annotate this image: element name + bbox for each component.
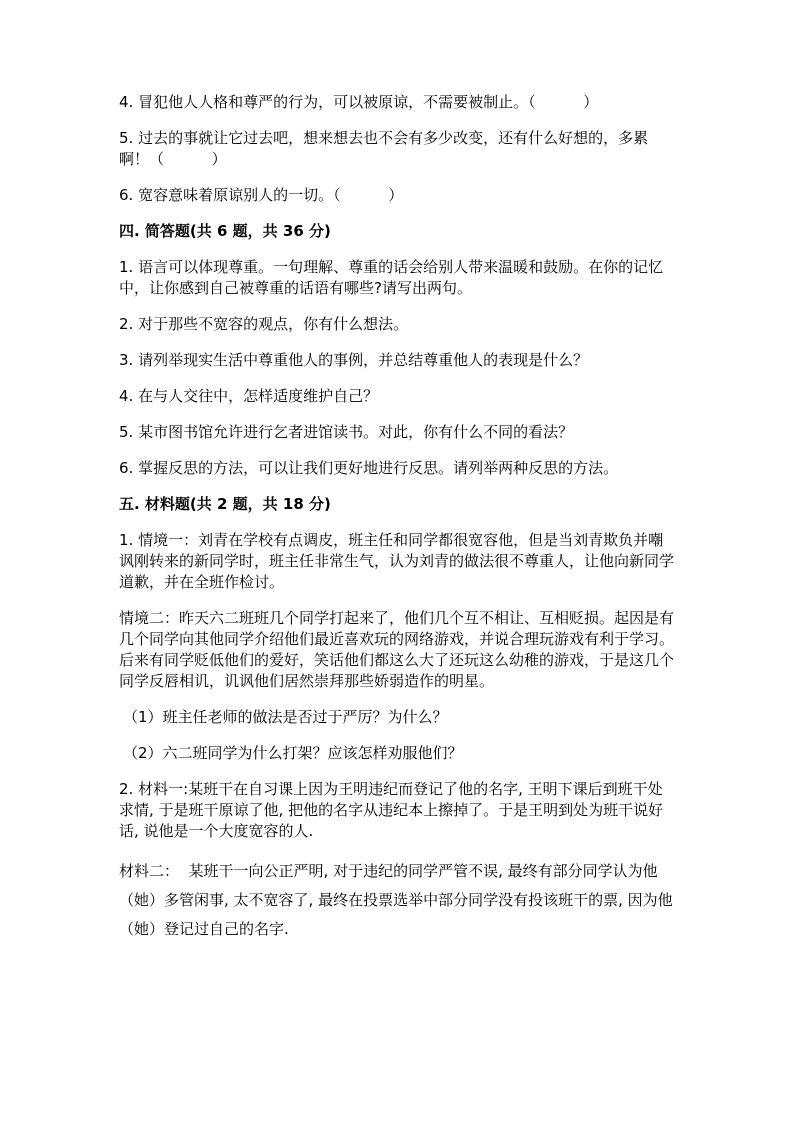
judgement-item-5: 5. 过去的事就让它过去吧，想来想去也不会有多少改变，还有什么好想的，多累啊！（ ） xyxy=(119,129,649,168)
short-answer-item-3: 3. 请列举现实生活中尊重他人的事例，并总结尊重他人的表现是什么？ xyxy=(119,351,589,369)
section-5-heading: 五. 材料题(共 2 题，共 18 分) xyxy=(119,495,331,513)
short-answer-item-2: 2. 对于那些不宽容的观点，你有什么想法。 xyxy=(119,315,409,333)
short-answer-item-6: 6. 掌握反思的方法，可以让我们更好地进行反思。请列举两种反思的方法。 xyxy=(119,459,619,477)
judgement-item-6: 6. 宽容意味着原谅别人的一切。（ ） xyxy=(119,186,404,204)
section-4-heading: 四. 简答题(共 6 题，共 36 分) xyxy=(119,222,331,240)
material-q1-scene-1: 1. 情境一：刘青在学校有点调皮，班主任和同学都很宽容他，但是当刘青欺负并嘲讽刚转来的新同学时，班主任非常生气，认为刘青的做法很不尊重人，让他向新同学道歉，并在全班作检讨。 xyxy=(119,531,675,591)
material-q2-material-1: 2. 材料一:某班干在自习课上因为王明违纪而登记了他的名字, 王明下课后到班干处求情, 于是班干原谅了他, 把他的名字从违纪本上擦掉了。于是王明到处为班干说好话, 说他是一个大度宽容的人. xyxy=(119,780,664,840)
short-answer-item-5: 5. 某市图书馆允许进行乞者进馆读书。对此，你有什么不同的看法？ xyxy=(119,423,574,441)
exam-page xyxy=(119,92,675,954)
judgement-item-4: 4. 冒犯他人人格和尊严的行为，可以被原谅，不需要被制止。（ ） xyxy=(119,93,599,111)
material-q1-subquestion-1: （1）班主任老师的做法是否过于严厉？为什么？ xyxy=(123,708,448,726)
short-answer-item-1: 1. 语言可以体现尊重。一句理解、尊重的话会给别人带来温暖和鼓励。在你的记忆中，让你感到自己被尊重的话语有哪些?请写出两句。 xyxy=(119,258,664,297)
material-q1-scene-2: 情境二：昨天六二班班几个同学打起来了，他们几个互不相让、互相贬损。起因是有几个同学向其他同学介绍他们最近喜欢玩的网络游戏，并说合理玩游戏有利于学习。后来有同学贬低他们的爱好，笑话他们都这么大了还玩这么幼稚的游戏，于是这几个同学反唇相讥，讥讽他们居然崇拜那些娇弱造作的明星。 xyxy=(119,609,675,690)
material-q1-subquestion-2: （2）六二班同学为什么打架？应该怎样劝服他们？ xyxy=(123,744,463,762)
material-q2-material-2: 材料二： 某班干一向公正严明, 对于违纪的同学严管不误, 最终有部分同学认为他（她）多管闲事, 太不宽容了, 最终在投票选举中部分同学没有投该班干的票, 因为他（她）登记过自己的名字. xyxy=(119,862,673,938)
short-answer-item-4: 4. 在与人交往中，怎样适度维护自己？ xyxy=(119,387,379,405)
